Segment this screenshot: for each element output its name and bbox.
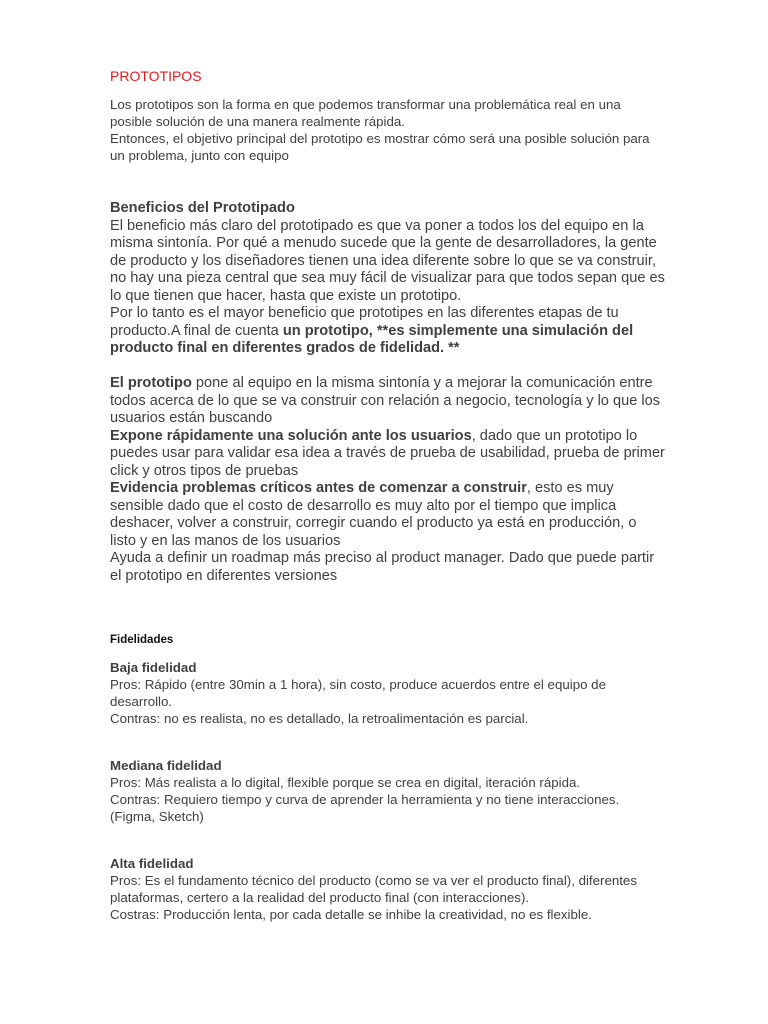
alta-fidelidad-section — [110, 855, 665, 923]
benefits-p3-bold: El prototipo — [110, 375, 192, 391]
benefits-p2-text: Por lo tanto es el mayor beneficio que prototipes en las diferentes etapas de tu producto.A final de cuenta — [110, 305, 619, 339]
benefits-p5-bold: Evidencia problemas críticos antes de comenzar a construir — [110, 480, 527, 496]
document-title: PROTOTIPOS — [110, 68, 202, 84]
alta-fidelidad-title: Alta fidelidad — [110, 856, 194, 871]
baja-fidelidad-section — [110, 659, 665, 727]
benefits-heading: Beneficios del Prototipado — [110, 200, 295, 216]
intro-paragraph-1: Los prototipos son la forma en que podemos transformar una problemática real en una posible solución de una manera realmente rápida. — [110, 97, 621, 129]
fidelidades-heading: Fidelidades — [110, 634, 174, 646]
benefits-p4-bold: Expone rápidamente una solución ante los usuarios — [110, 427, 472, 444]
benefits-p5-text: , esto es muy sensible dado que el costo de desarrollo es muy alto por el tiempo que implica deshacer, volver a construir, corregir cuando el producto ya está en producción, o listo y en las manos de los usuarios — [110, 480, 637, 549]
benefits-section — [110, 200, 665, 585]
intro-section — [110, 96, 665, 164]
baja-fidelidad-title: Baja fidelidad — [110, 660, 197, 675]
baja-fidelidad-pros: Pros: Rápido (entre 30min a 1 hora), sin costo, produce acuerdos entre el equipo de desarrollo. — [110, 677, 606, 709]
mediana-fidelidad-contras: Contras: Requiero tiempo y curva de aprender la herramienta y no tiene interacciones. (Figma, Sketch) — [110, 792, 620, 824]
document-content — [110, 66, 665, 923]
benefits-paragraph-6: Ayuda a definir un roadmap más preciso al product manager. Dado que puede partir el prototipo en diferentes versiones — [110, 550, 655, 584]
alta-fidelidad-contras: Costras: Producción lenta, por cada detalle se inhibe la creatividad, no es flexible. — [110, 907, 592, 922]
benefits-paragraph-2 — [110, 305, 665, 358]
alta-fidelidad-pros: Pros: Es el fundamento técnico del producto (como se va ver el producto final), diferentes plataformas, certero a la realidad del producto final (con interacciones). — [110, 873, 637, 905]
baja-fidelidad-contras: Contras: no es realista, no es detallado, la retroalimentación es parcial. — [110, 711, 529, 726]
benefits-paragraph-3 — [110, 375, 665, 428]
benefits-p2-bold: un prototipo, **es simplemente una simulación del producto final en diferentes grados de fidelidad. ** — [110, 322, 634, 356]
benefits-paragraph-5 — [110, 480, 665, 550]
benefits-p4-text: , dado que un prototipo lo puedes usar para validar esa idea a través de prueba de usabilidad, prueba de primer click y otros tipos de pruebas — [110, 427, 665, 479]
intro-paragraph-2: Entonces, el objetivo principal del prototipo es mostrar cómo será una posible solución para un problema, junto con equipo — [110, 131, 650, 163]
mediana-fidelidad-pros: Pros: Más realista a lo digital, flexible porque se crea en digital, iteración rápida. — [110, 775, 581, 790]
mediana-fidelidad-section — [110, 757, 665, 825]
mediana-fidelidad-title: Mediana fidelidad — [110, 758, 222, 773]
benefits-paragraph-1: El beneficio más claro del prototipado es que va poner a todos los del equipo en la misma sintonía. Por qué a menudo sucede que la gente de desarrolladores, la gente de producto y los diseñadores tienen una idea diferente sobre lo que se va construir, no hay una pieza central que sea muy fácil de visualizar para que todos sepan que es lo que tienen que hacer, hasta que existe un prototipo. — [110, 217, 665, 304]
benefits-p3-text: pone al equipo en la misma sintonía y a mejorar la comunicación entre todos acerca de lo que se va construir con relación a negocio, tecnología y lo que los usuarios están buscando — [110, 375, 661, 426]
benefits-paragraph-4 — [110, 428, 665, 481]
